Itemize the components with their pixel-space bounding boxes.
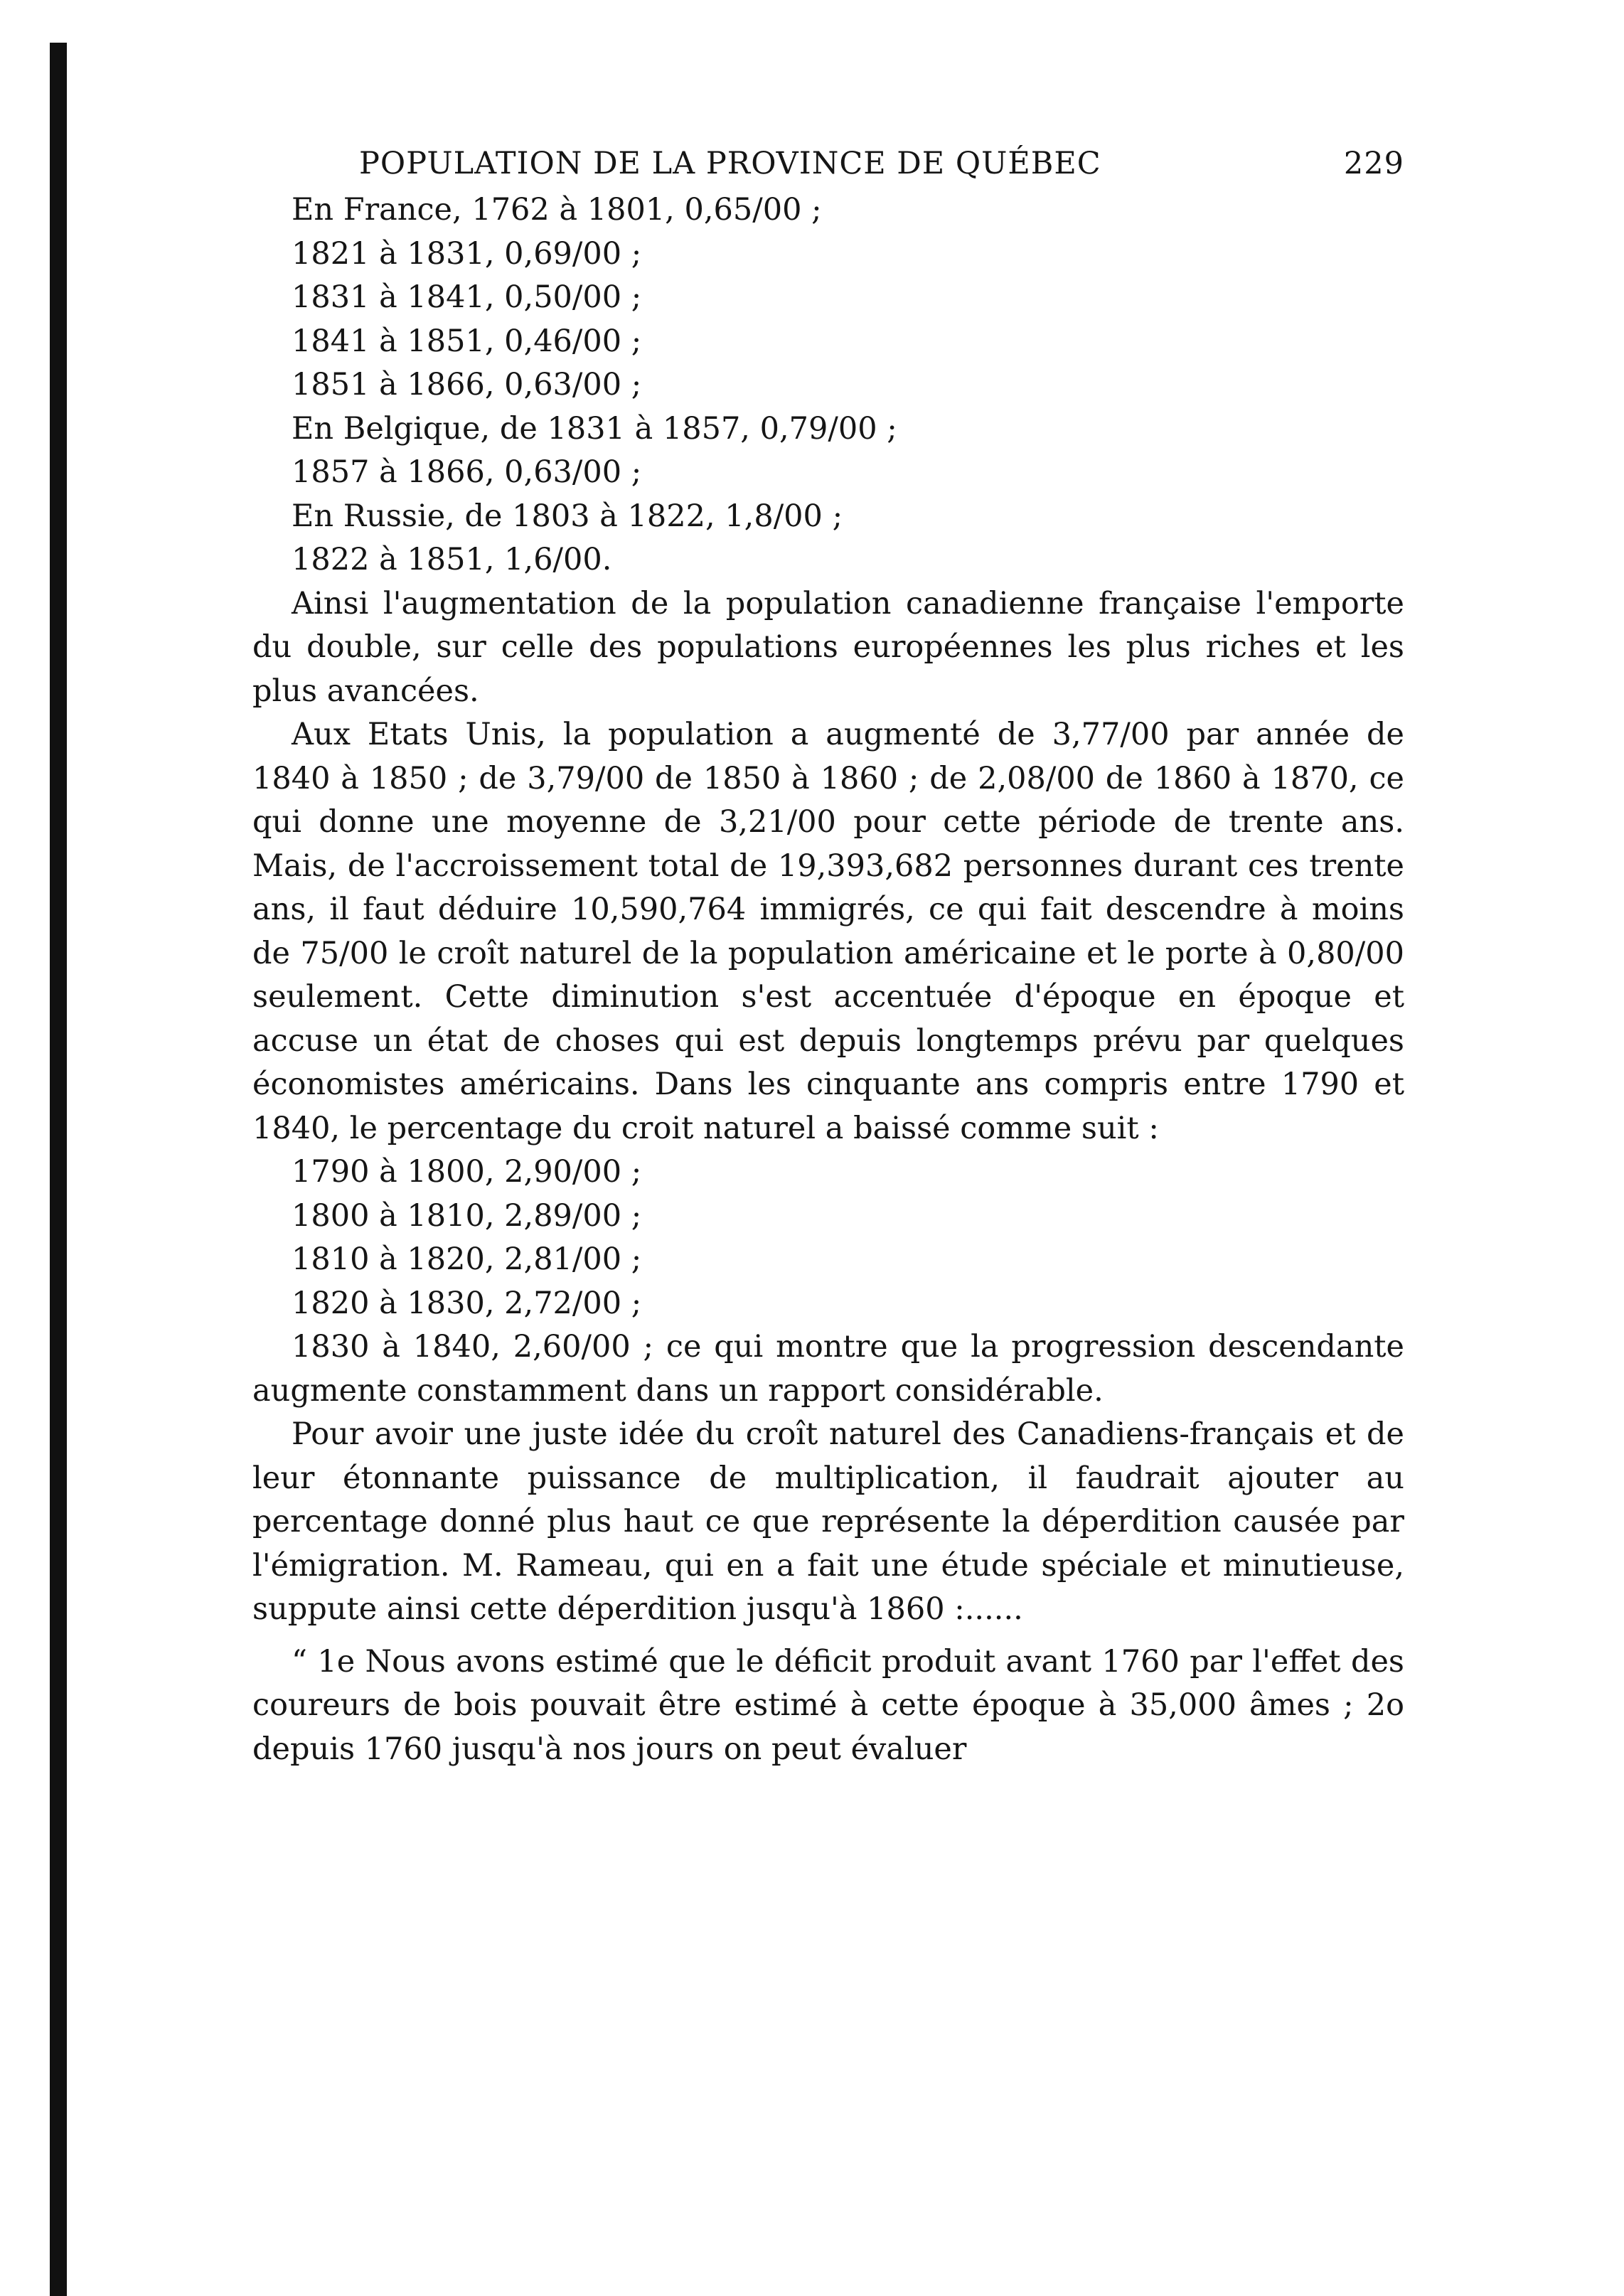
paragraph: 1830 à 1840, 2,60/00 ; ce qui montre que la progression descendante augmente constamment dans un rapport considérable. bbox=[252, 1329, 1404, 1409]
page-number: 229 bbox=[1343, 146, 1404, 181]
rate-line: 1821 à 1831, 0,69/00 ; bbox=[292, 235, 642, 272]
rate-line: 1810 à 1820, 2,81/00 ; bbox=[292, 1242, 642, 1277]
page-binding-edge bbox=[50, 43, 67, 2296]
quotation: “ 1e Nous avons estimé que le déficit produit avant 1760 par l'effet des coureurs de bois pouvait être estimé à cette époque à 35,000 âmes ; 2o depuis 1760 jusqu'à nos jours on peut évaluer bbox=[252, 1643, 1404, 1767]
paragraph: Pour avoir une juste idée du croît naturel des Canadiens-français et de leur étonnante puissance de multiplication, il faudrait ajouter au percentage donné plus haut ce que représente la déperdition causée par l'émigration. M. Rameau, qui en a fait une étude spéciale et minutieuse, suppute ainsi cette déperdition jusqu'à 1860 :...... bbox=[252, 1416, 1404, 1627]
rate-line: 1841 à 1851, 0,46/00 ; bbox=[292, 323, 642, 359]
rate-line: 1820 à 1830, 2,72/00 ; bbox=[292, 1285, 642, 1321]
paragraph: Ainsi l'augmentation de la population canadienne française l'emporte du double, sur celle des populations européennes les plus riches et les plus avancées. bbox=[252, 585, 1404, 709]
body-text bbox=[252, 188, 1404, 1771]
paragraph: Aux Etats Unis, la population a augmenté de 3,77/00 par année de 1840 à 1850 ; de 3,79/00 de 1850 à 1860 ; de 2,08/00 de 1860 à 1870, ce qui donne une moyenne de 3,21/00 pour cette période de trente ans. Mais, de l'accroissement total de 19,393,682 personnes durant ces trente ans, il faut déduire 10,590,764 immigrés, ce qui fait descendre à moins de 75/00 le croît naturel de la population américaine et le porte à 0,80/00 seulement. Cette diminution s'est accentuée d'époque en époque et accuse un état de choses qui est depuis longtemps prévu par quelques économistes américains. Dans les cinquante ans compris entre 1790 et 1840, le percentage du croit naturel a baissé comme suit : bbox=[252, 717, 1404, 1146]
running-header bbox=[252, 132, 1404, 188]
rate-line: 1800 à 1810, 2,89/00 ; bbox=[292, 1197, 642, 1234]
rate-line: 1851 à 1866, 0,63/00 ; bbox=[292, 367, 642, 402]
rate-line: 1790 à 1800, 2,90/00 ; bbox=[292, 1154, 642, 1190]
running-title: POPULATION DE LA PROVINCE DE QUÉBEC bbox=[359, 146, 1101, 181]
rate-line: En France, 1762 à 1801, 0,65/00 ; bbox=[292, 192, 822, 228]
rate-line: En Belgique, de 1831 à 1857, 0,79/00 ; bbox=[292, 410, 897, 447]
rate-line: 1822 à 1851, 1,6/00. bbox=[292, 542, 612, 577]
rate-line: 1857 à 1866, 0,63/00 ; bbox=[292, 454, 642, 490]
document-page bbox=[252, 132, 1404, 1771]
rate-line: En Russie, de 1803 à 1822, 1,8/00 ; bbox=[292, 498, 843, 534]
rate-line: 1831 à 1841, 0,50/00 ; bbox=[292, 279, 642, 315]
